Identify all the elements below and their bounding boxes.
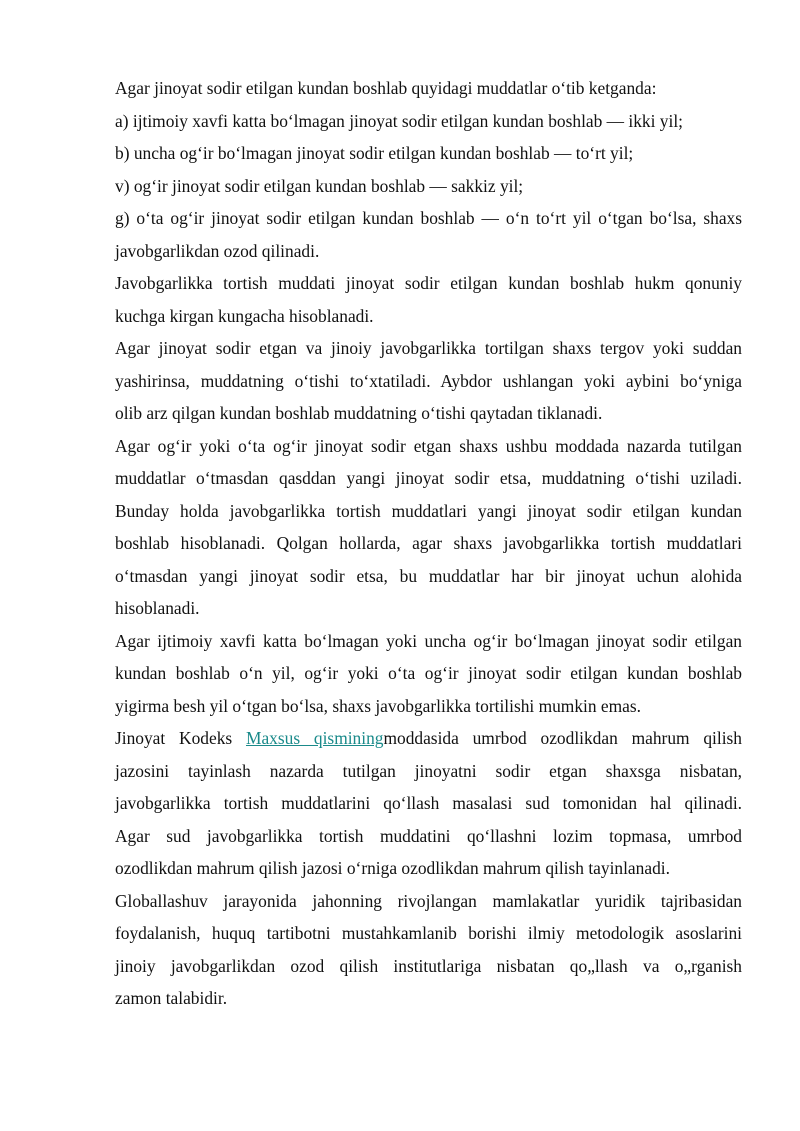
- text-line: Agar jinoyat sodir etgan va jinoiy javobgarlikka tortilgan shaxs tergov yoki suddan: [115, 338, 742, 358]
- list-item-b: b) uncha og‘ir bo‘lmagan jinoyat sodir etilgan kundan boshlab — to‘rt yil;: [115, 143, 634, 163]
- text-line: ozodlikdan mahrum qilish jazosi o‘rniga ozodlikdan mahrum qilish tayinlanadi.: [115, 858, 670, 878]
- text-line: Agar og‘ir yoki o‘ta og‘ir jinoyat sodir etgan shaxs ushbu moddada nazarda tutilgan: [115, 435, 742, 456]
- list-item-a: a) ijtimoiy xavfi katta bo‘lmagan jinoyat sodir etilgan kundan boshlab — ikki yil;: [115, 110, 683, 131]
- maxsus-qism-link[interactable]: Maxsus qismining: [245, 728, 384, 748]
- text-line: yashirinsa, muddatning o‘tishi to‘xtatiladi. Aybdor ushlangan yoki aybini bo‘yniga: [115, 370, 742, 391]
- text-line: javobgarlikdan ozod qilinadi.: [115, 240, 320, 261]
- text-line: hisoblanadi.: [115, 598, 200, 618]
- text-line: jinoiy javobgarlikdan ozod qilish institutlariga nisbatan qo„llash va o„rganish: [115, 955, 742, 976]
- kodeks-prefix: Jinoyat Kodeks: [115, 728, 246, 748]
- text-line: zamon talabidir.: [115, 988, 228, 1008]
- text-line: boshlab hisoblanadi. Qolgan hollarda, agar shaxs javobgarlikka tortish muddatlari: [115, 533, 742, 553]
- text-line: kundan boshlab o‘n yil, og‘ir yoki o‘ta og‘ir jinoyat sodir etilgan kundan boshlab: [115, 663, 742, 683]
- text-line: kuchga kirgan kungacha hisoblanadi.: [115, 305, 374, 326]
- text-line: Javobgarlikka tortish muddati jinoyat sodir etilgan kundan boshlab hukm qonuniy: [115, 273, 742, 293]
- list-item-g: g) o‘ta og‘ir jinoyat sodir etilgan kundan boshlab — o‘n to‘rt yil o‘tgan bo‘lsa, shaxs: [115, 208, 742, 228]
- text-line: o‘tmasdan yangi jinoyat sodir etsa, bu muddatlar har bir jinoyat uchun alohida: [115, 565, 742, 586]
- text-line: yigirma besh yil o‘tgan bo‘lsa, shaxs javobgarlikka tortilishi mumkin emas.: [115, 695, 641, 716]
- text-line: Globallashuv jarayonida jahonning rivojlangan mamlakatlar yuridik tajribasidan: [115, 890, 742, 911]
- document-page: [115, 72, 742, 1015]
- text-line: Agar jinoyat sodir etilgan kundan boshlab quyidagi muddatlar o‘tib ketganda:: [115, 78, 657, 98]
- kodeks-suffix: moddasida umrbod ozodlikdan mahrum qilish: [383, 728, 742, 748]
- text-line: Agar sud javobgarlikka tortish muddatini qo‘llashni lozim topmasa, umrbod: [115, 825, 742, 846]
- text-line: foydalanish, huquq tartibotni mustahkamlanib borishi ilmiy metodologik asoslarini: [115, 923, 742, 943]
- text-line: javobgarlikka tortish muddatlarini qo‘llash masalasi sud tomonidan hal qilinadi.: [115, 793, 742, 813]
- kodeks-line: [115, 722, 742, 755]
- text-line: olib arz qilgan kundan boshlab muddatning o‘tishi qaytadan tiklanadi.: [115, 403, 603, 423]
- list-item-v: v) og‘ir jinoyat sodir etilgan kundan boshlab — sakkiz yil;: [115, 175, 524, 196]
- text-line: Agar ijtimoiy xavfi katta bo‘lmagan yoki uncha og‘ir bo‘lmagan jinoyat sodir etilgan: [115, 630, 742, 651]
- text-line: Bunday holda javobgarlikka tortish muddatlari yangi jinoyat sodir etilgan kundan: [115, 500, 742, 521]
- text-line: muddatlar o‘tmasdan qasddan yangi jinoyat sodir etsa, muddatning o‘tishi uziladi.: [115, 468, 742, 488]
- text-line: jazosini tayinlash nazarda tutilgan jinoyatni sodir etgan shaxsga nisbatan,: [115, 760, 742, 781]
